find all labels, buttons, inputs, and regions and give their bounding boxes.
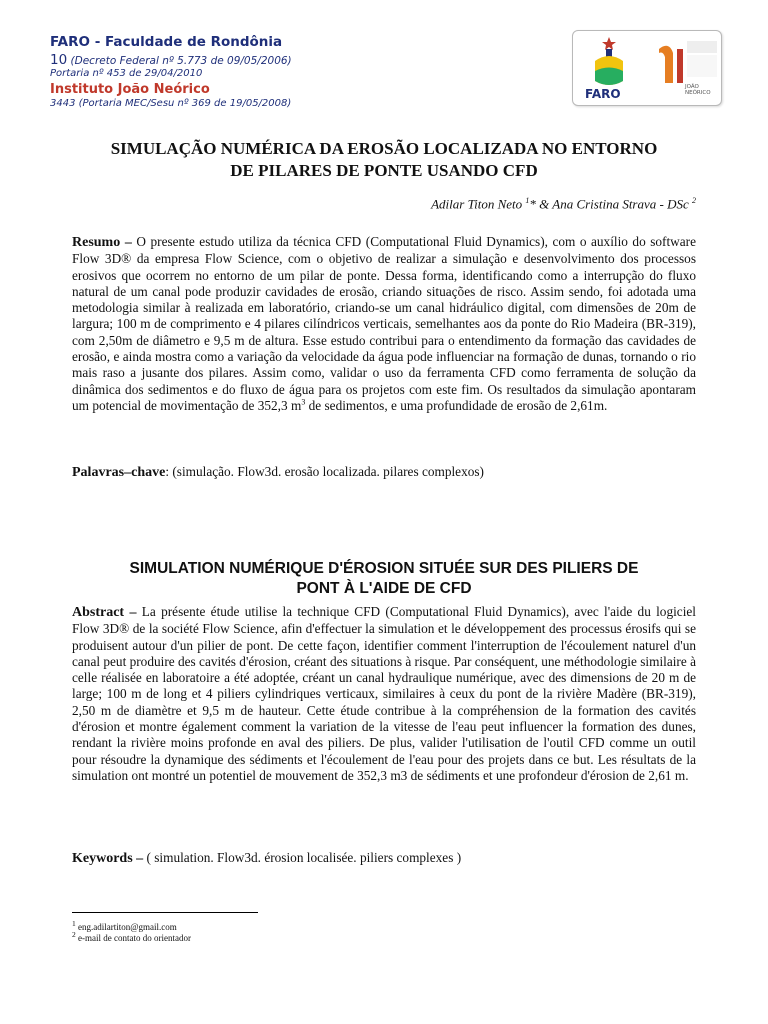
- resumo-label: Resumo –: [72, 235, 132, 250]
- logo-label: FARO: [585, 87, 621, 101]
- footnote-divider: [72, 912, 258, 913]
- author-1: Adilar Titon Neto: [431, 196, 523, 212]
- title-fr-line-2: PONT À L'AIDE DE CFD: [296, 580, 472, 597]
- keywords-label: Keywords –: [72, 851, 144, 866]
- resumo-superscript: 3: [301, 397, 306, 407]
- institute-name: Instituto João Neórico: [50, 82, 210, 97]
- decree-line: [50, 52, 292, 68]
- authors-line: [300, 196, 696, 212]
- author-2-footnote-mark: 2: [692, 196, 696, 205]
- footnote-2: [72, 929, 191, 944]
- palavras-text: : (simulação. Flow3d. erosão localizada. pilares complexos): [165, 464, 484, 479]
- title-french: [80, 559, 688, 599]
- title-fr-line-1: SIMULATION NUMÉRIQUE D'ÉROSION SITUÉE SUR DES PILIERS DE: [129, 560, 639, 577]
- institution-name: FARO - Faculdade de Rondônia: [50, 34, 283, 50]
- palavras-chave: [72, 464, 696, 481]
- resumo-text: O presente estudo utiliza da técnica CFD (Computational Fluid Dynamics), com o auxílio do software Flow 3D® da empresa Flow Science, com o objetivo de realizar a simulação e desenvolvimento dos processos erosivos que ocorrem no entorno de um pilar de ponte. Dessa forma, identificando como a interrupção do fluxo natural de um canal pode produzir cavidades de erosão, criando situações de risco. Assim sendo, foi adotada uma metodologia similar à realizada em laboratório, criando-se um canal hidráulico digital, com dimensões de 20m de largura; 100 m de comprimento e 4 pilares cilíndricos verticais, semelhantes aos da ponte do Rio Madeira (BR-319), com 2,50m de diâmetro e 9,5 m de altura. Esse estudo contribui para o entendimento da formação das cavidades de erosão, e ainda mostra como a variação da velocidade da água pode influenciar na formação de dunas, tornando o rio mais raso a jusante dos pilares. Assim como, validar o uso da ferramenta CFD como ferramenta de solução da dinâmica dos sedimentos e do fluxo de água para os projetos com este fim. Os resultados da simulação apontaram um potencial de movimentação de 352,3 m: [72, 234, 696, 413]
- footnote-2-mark: 2: [72, 930, 76, 939]
- portaria-line: Portaria nº 453 de 29/04/2010: [50, 68, 203, 79]
- institute-registration: 3443 (Portaria MEC/Sesu nº 369 de 19/05/2008): [50, 98, 292, 109]
- decree-text: (Decreto Federal nº 5.773 de 09/05/2006): [70, 55, 292, 67]
- resumo-tail: de sedimentos, e uma profundidade de erosão de 2,61m.: [305, 397, 608, 413]
- footnote-1-mark: 1: [72, 919, 76, 928]
- abstract-text: La présente étude utilise la technique CFD (Computational Fluid Dynamics), avec l'aide du logiciel Flow 3D® de la société Flow Science, afin d'effectuer la simulation et le développement des processus érosifs qui se produisent autour d'un pilier de pont. De cette façon, identifier comment l'interruption de l'écoulement naturel d'un canal peut produire des cavités d'érosion, créant des situations à risque. Par conséquent, une méthodologie similaire à celle réalisée en laboratoire a été adoptée, créant un canal hydraulique numérique, avec des dimensions de 20 m de large; 100 m de long et 4 piliers cylindriques verticaux, similaires à ceux du pont de la rivière Madère (BR-319), 2,50 m de diamètre et 9,5 m de hauteur. Cette étude contribue à la compréhension de la formation des cavités d'érosion et montre également comment la variation de la vitesse de l'eau peut influencer la formation des dunes, rendant la rivière moins profonde en aval des piliers. De plus, valider l'utilisation de l'outil CFD comme un outil pour résoudre la dynamique des sédiments et l'écoulement de l'eau pour des projets dans ce but. Les résultats de la simulation ont montré un potentiel de mouvement de 352,3 m3 de sédiments et une profondeur d'érosion de 2,61 m.: [72, 604, 696, 783]
- keywords-text: ( simulation. Flow3d. érosion localisée. piliers complexes ): [143, 850, 462, 865]
- abstract-paragraph: [72, 604, 696, 784]
- resumo-paragraph: [72, 234, 696, 414]
- footnote-1-text: eng.adilartiton@gmail.com: [75, 922, 177, 932]
- faro-logo: [572, 30, 722, 106]
- title-pt-line-2: DE PILARES DE PONTE USANDO CFD: [230, 161, 538, 180]
- palavras-label: Palavras–chave: [72, 465, 166, 480]
- author-1-footnote-mark: 1: [525, 196, 530, 205]
- keywords: [72, 850, 696, 867]
- author-2: * & Ana Cristina Strava - DSc: [529, 196, 689, 212]
- footnote-2-text: e-mail de contato do orientador: [75, 933, 191, 943]
- title-portuguese: [80, 138, 688, 182]
- decree-number: 10: [50, 52, 68, 68]
- logo-caption: JOÃO NEÓRICO: [685, 84, 711, 96]
- title-pt-line-1: SIMULAÇÃO NUMÉRICA DA EROSÃO LOCALIZADA NO ENTORNO: [110, 139, 658, 158]
- abstract-label: Abstract –: [72, 605, 137, 620]
